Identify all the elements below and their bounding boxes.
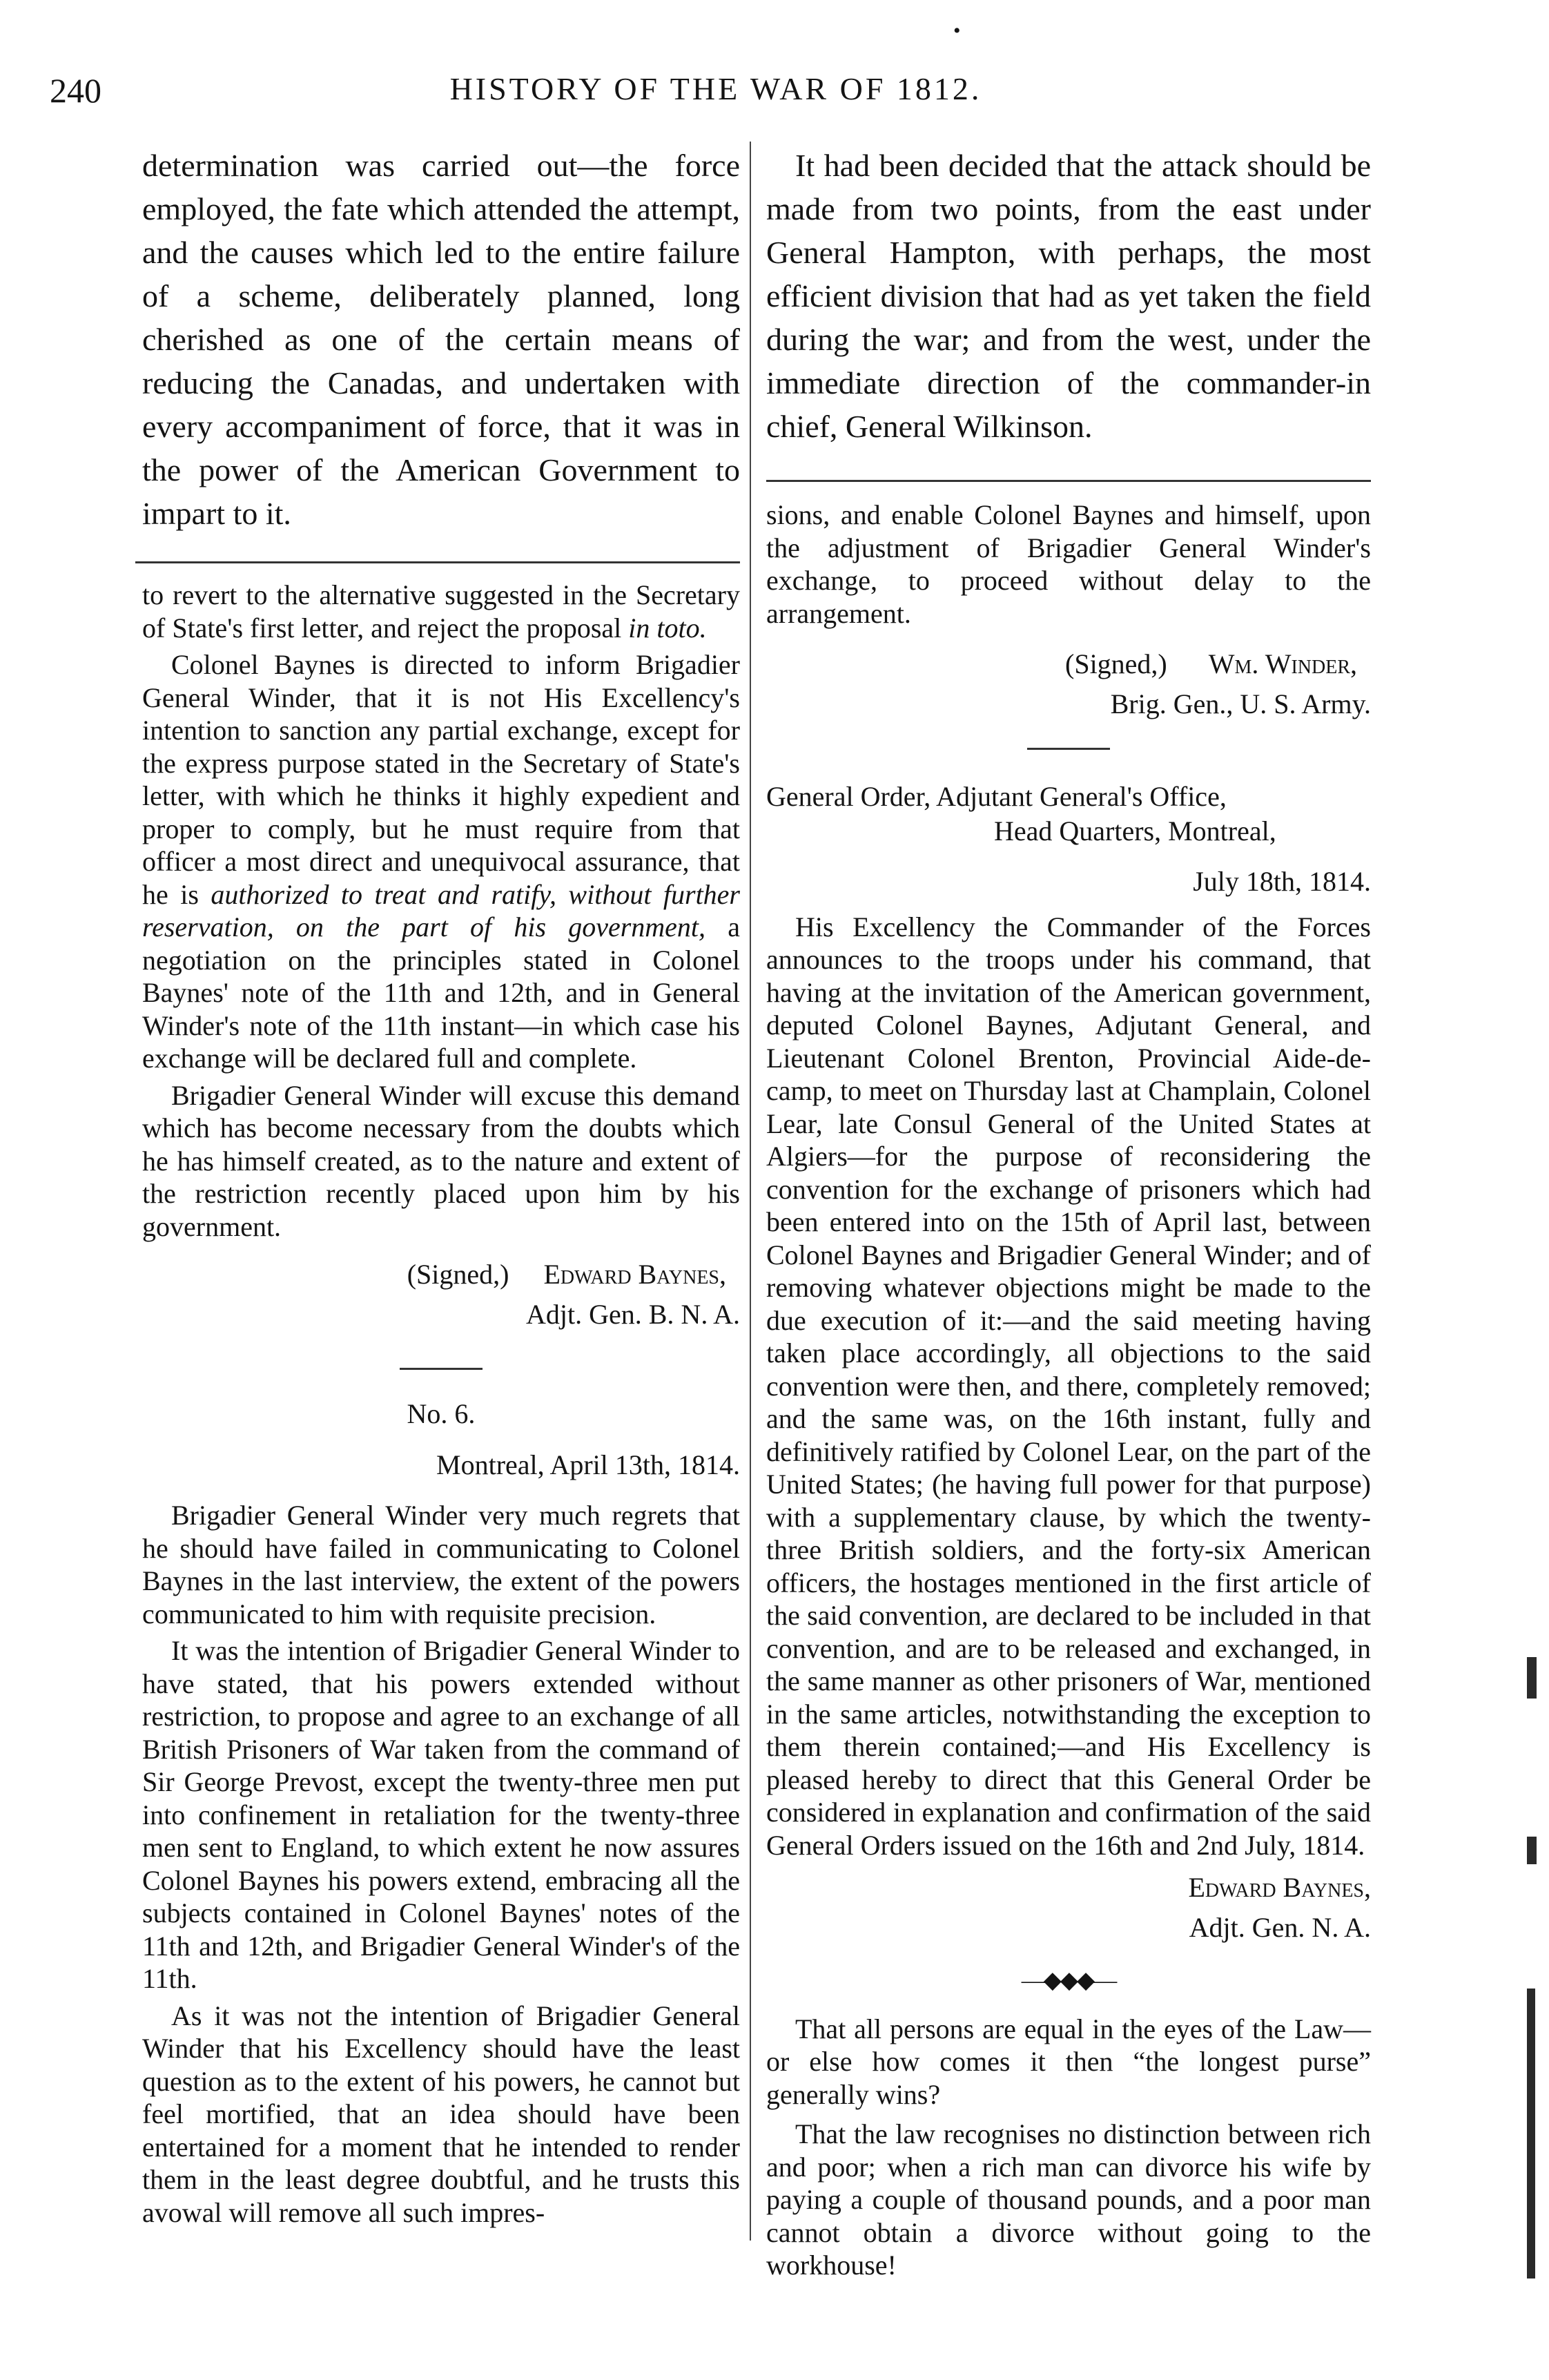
left-short-rule (400, 1368, 483, 1370)
left-lead-paragraph: determination was carried out—the force employed, the fate which attended the attempt, and the causes which led to the entire failure of a scheme, deliberately planned, long cherished as one of the certain means of reducing the Canadas, and undertaken with every accompaniment of force, that it was in the power of the American Government to impart to it. (142, 148, 740, 531)
left-paragraph-4: Brigadier General Winder very much regrets that he should have failed in communicating to Colonel Baynes in the last interview, the extent of the powers communicated to him with requisite precision. (142, 1500, 740, 1629)
general-order-date: July 18th, 1814. (1193, 866, 1371, 897)
page-header (50, 64, 1382, 126)
signature-baynes-2: Edward Baynes, (1188, 1872, 1371, 1903)
scan-edge-mark (1527, 1657, 1537, 1699)
left-paragraph-3: Brigadier General Winder will excuse this demand which has become necessary from the doubts which he has himself created, as to the nature and extent of the restriction recently placed upon him by his government. (142, 1079, 740, 1242)
right-paragraph-1: sions, and enable Colonel Baynes and himself, upon the adjustment of Brigadier General Winder's exchange, to proceed without delay to the arrangement. (766, 499, 1371, 629)
signature-baynes-1-title: Adjt. Gen. B. N. A. (526, 1298, 740, 1330)
column-divider (750, 142, 751, 2241)
scan-edge-mark (1527, 1989, 1535, 2279)
general-order-headquarters: Head Quarters, Montreal, (994, 815, 1276, 846)
document-number: No. 6. (407, 1398, 476, 1429)
right-paragraph-4: That the law recognises no distinction between rich and poor; when a rich man can divorce his wife by paying a couple of thousand pounds, and a poor man cannot obtain a divorce without going to the workhouse! (766, 2118, 1371, 2281)
signature-winder: (Signed,) Wm. Winder, (1065, 648, 1357, 679)
right-paragraph-2: His Excellency the Commander of the Forces announces to the troops under his command, that having at the invitation of the American government, deputed Colonel Baynes, Adjutant General, and Lieutenant Colonel Brenton, Provincial Aide-de-camp, to meet on Thursday last at Champlain, Colonel Lear, late Consul General of the United States at Algiers—for the purpose of reconsidering the convention for the exchange of prisoners which had been entered into on the 15th of April last, between Colonel Baynes and Brigadier General Winder; and of removing whatever objections might be made to the due execution of it:—and the said meeting having taken place accordingly, all objections to the said convention were then, and there, completely removed; and the same was, on the 16th instant, fully and definitively ratified by Colonel Lear, on the part of the United States; (he having full power for that purpose) with a supplementary clause, by which the twenty-three British soldiers, and the forty-six American officers, the hostages mentioned in the first article of the said convention, are declared to be included in that convention, and are to be released and exchanged, in the same manner as other prisoners of War, mentioned in the same articles, notwithstanding the exception to them therein contained;—and His Excellency is pleased hereby to direct that this General Order be considered in explanation and confirmation of the said General Orders issued on the 16th and 2nd July, 1814. (766, 911, 1371, 1861)
dateline-montreal: Montreal, April 13th, 1814. (436, 1449, 740, 1480)
left-paragraph-6: As it was not the intention of Brigadier General Winder that his Excellency should have the least question as to the extent of his powers, he cannot but feel mortified, that an idea should have been entertained for a moment that he intended to render them in the least degree doubtful, and he trusts this avowal will remove all such impres- (142, 2000, 740, 2228)
left-paragraph-5: It was the intention of Brigadier General Winder to have stated, that his powers extended without restriction, to propose and agree to an exchange of all British Prisoners of War taken from the command of Sir George Prevost, except the twenty-three men put into confinement in retaliation for the twenty-three men sent to England, to which extent he now assures Colonel Baynes his powers extend, embracing all the subjects contained in Colonel Baynes' notes of the 11th and 12th, and Brigadier General Winder's of the 11th. (142, 1635, 740, 1994)
left-paragraph-1: to revert to the alternative suggested in the Secretary of State's first letter, and reject the proposal in toto. (142, 579, 740, 644)
right-paragraph-3: That all persons are equal in the eyes of the Law—or else how comes it then “the longest purse” generally wins? (766, 2013, 1371, 2110)
general-order-heading: General Order, Adjutant General's Office, (766, 781, 1227, 812)
signature-baynes-2-title: Adjt. Gen. N. A. (1189, 1911, 1371, 1943)
signature-winder-title: Brig. Gen., U. S. Army. (1110, 688, 1371, 719)
right-lead-paragraph: It had been decided that the attack should be made from two points, from the east under General Hampton, with perhaps, the most efficient division that had as yet taken the field during the war; and from the west, under the immediate direction of the commander-in chief, General Wilkinson. (766, 148, 1371, 444)
left-paragraph-2: Colonel Baynes is directed to inform Brigadier General Winder, that it is not His Excellency's intention to sanction any partial exchange, except for the express purpose stated in the Secretary of State's letter, with which he thinks it highly expedient and proper to comply, but he must require from that officer a most direct and unequivocal assurance, that he is authorized to treat and ratify, without further reservation, on the part of his government, a negotiation on the principles stated in Colonel Baynes' note of the 11th and 12th, and in General Winder's note of the 11th instant—in which case his exchange will be declared full and complete. (142, 649, 740, 1074)
signature-baynes-1: (Signed,) Edward Baynes, (407, 1259, 726, 1290)
running-head: HISTORY OF THE WAR OF 1812. (449, 71, 982, 106)
right-column (766, 144, 1371, 2282)
page-number: 240 (50, 71, 101, 110)
left-section-rule (135, 561, 740, 563)
scan-edge-mark (1527, 1837, 1537, 1864)
right-short-rule (1027, 748, 1110, 750)
printer-dot: • (953, 19, 961, 42)
ornament-divider: —◆◆◆— (1021, 1968, 1116, 1993)
left-column (142, 144, 740, 2229)
right-section-rule (766, 480, 1371, 482)
